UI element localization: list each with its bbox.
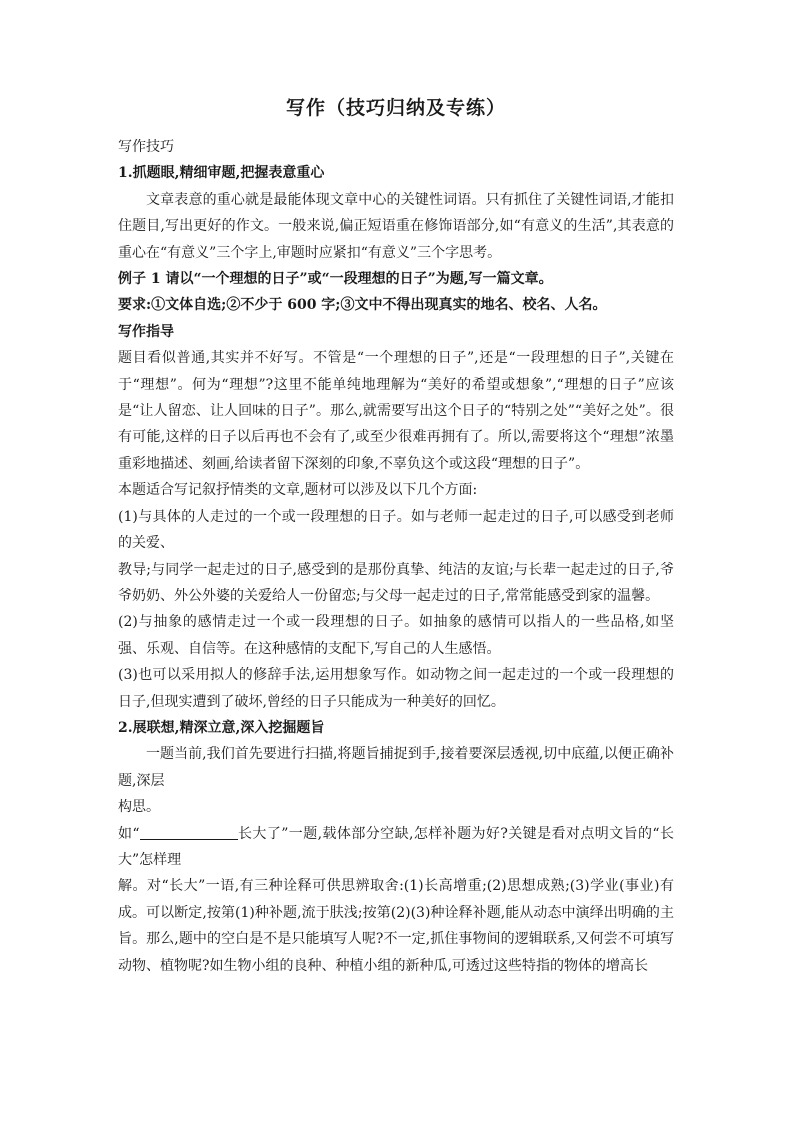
document-page: [118, 96, 674, 979]
paragraph-with-blank: [118, 821, 674, 874]
quote-open: 如“: [118, 825, 140, 842]
paragraph: 题目看似普通,其实并不好写。不管是“一个理想的日子”,还是“一段理想的日子”,关键在于“理想”。何为“理想”?这里不能单纯地理解为“美好的希望或想象”,“理想的日子”应该是“让人留恋、让人回味的日子”。那么,就需要写出这个日子的“特别之处”“美好之处”。很有可能,这样的日子以后再也不会有了,或至少很难再拥有了。所以,需要将这个“理想”浓墨重彩地描述、刻画,给读者留下深刻的印象,不辜负这个或这段“理想的日子”。: [118, 350, 674, 472]
paragraph: 教导;与同学一起走过的日子,感受到的是那份真挚、纯洁的友谊;与长辈一起走过的日子,爷爷奶奶、外公外婆的关爱给人一份留恋;与父母一起走过的日子,常常能感受到家的温馨。: [118, 561, 674, 604]
list-item: (1)与具体的人走过的一个或一段理想的日子。如与老师一起走过的日子,可以感受到老师的关爱、: [118, 508, 674, 552]
example-prompt: 例子 1 请以“一个理想的日子”或“一段理想的日子”为题,写一篇文章。: [118, 271, 553, 288]
list-item: (3)也可以采用拟人的修辞手法,运用想象写作。如动物之间一起走过的一个或一段理想的日子,但现实遭到了破坏,曾经的日子只能成为一种美好的回忆。: [118, 667, 674, 710]
paragraph: 解。对“长大”一语,有三种诠释可供思辨取舍:(1)长高增重;(2)思想成熟;(3)学业(事业)有成。可以断定,按第(1)种补题,流于肤浅;按第(2)(3)种诠释补题,能从动态中演绎出明确的主旨。那么,题中的空白是不是只能填写人呢?不一定,抓住事物间的逻辑联系,又何尝不可填写动物、植物呢?如生物小组的良种、种植小组的新种瓜,可透过这些特指的物体的增高长: [118, 878, 674, 974]
paragraph: 本题适合写记叙抒情类的文章,题材可以涉及以下几个方面:: [118, 482, 478, 499]
list-item: (2)与抽象的感情走过一个或一段理想的日子。如抽象的感情可以指人的一些品格,如坚强、乐观、自信等。在这种感情的支配下,写自己的人生感悟。: [118, 614, 674, 657]
section-label: 写作技巧: [118, 139, 174, 155]
heading-2: 2.展联想,精深立意,深入挖掘题旨: [118, 719, 325, 736]
paragraph: 文章表意的重心就是最能体现文章中心的关键性词语。只有抓住了关键性词语,才能扣住题目,写出更好的作文。一般来说,偏正短语重在修饰语部分,如“有意义的生活”,其表意的重心在“有意义”三个字上,审题时应紧扣“有意义”三个字思考。: [118, 191, 674, 261]
writing-guide-heading: 写作指导: [118, 323, 174, 340]
example-requirements: 要求:①文体自选;②不少于 600 字;③文中不得出现真实的地名、校名、人名。: [118, 297, 607, 314]
fill-blank: [140, 825, 238, 840]
paragraph: 构思。: [118, 799, 160, 816]
quote-rest: 长大了”一题,载体部分空缺,怎样补题为好?关键是看对点明文旨的“长大”怎样理: [118, 825, 674, 868]
document-title: 写作（技巧归纳及专练）: [285, 97, 506, 119]
paragraph: 一题当前,我们首先要进行扫描,将题旨捕捉到手,接着要深层透视,切中底蕴,以便正确补题,深层: [118, 746, 674, 789]
heading-1: 1.抓题眼,精细审题,把握表意重心: [118, 165, 325, 182]
